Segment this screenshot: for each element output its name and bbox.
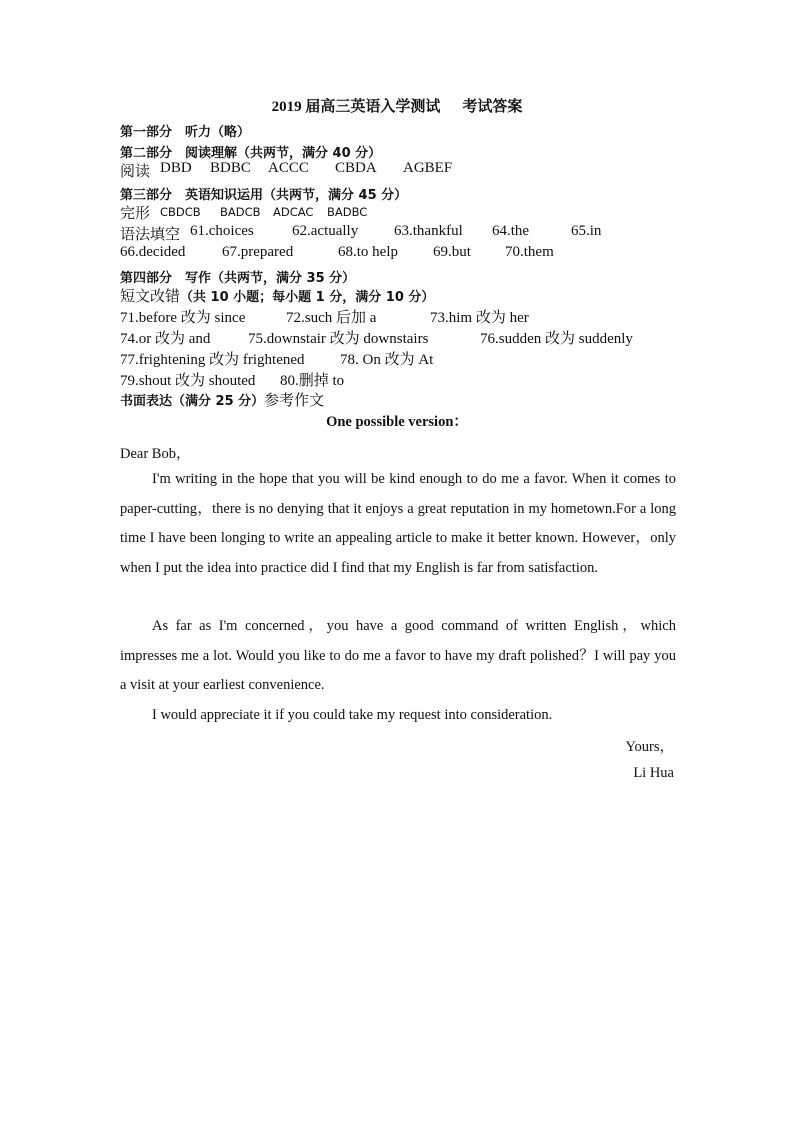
grammar-answers-row2 (120, 244, 554, 261)
letter-closing: Yours， (625, 739, 674, 755)
grammar-item: 67.prepared (222, 244, 294, 260)
correction-item: 75.downstair 改为 downstairs (248, 331, 429, 347)
correction-row4 (120, 369, 345, 390)
reading-group: CBDA (335, 160, 377, 176)
correction-item: 71.before 改为 since (120, 310, 246, 326)
grammar-label: 语法填空 (120, 227, 181, 243)
section-part1-heading: 第一部分 听力（略） (120, 125, 251, 140)
cloze-label: 完形 (120, 206, 151, 222)
page-title (0, 95, 794, 116)
reading-group: AGBEF (403, 160, 453, 176)
correction-item: 80.删掉 to (280, 373, 345, 389)
letter-paragraph-2: As far as I'm concerned，you have a good command of written English，which impresses me a lot. Would you like to do me a favor to have my draft polished？I will pay you a visit at your earliest convenience. (120, 618, 676, 693)
grammar-item: 62.actually (292, 223, 359, 239)
cloze-answers (120, 202, 368, 223)
version-label: One possible version： (326, 414, 468, 430)
correction-row3 (120, 348, 434, 369)
grammar-item: 61.choices (190, 223, 254, 239)
grammar-item: 65.in (571, 223, 602, 239)
grammar-item: 63.thankful (394, 223, 463, 239)
cloze-group: ADCAC (273, 205, 314, 219)
correction-item: 76.sudden 改为 suddenly (480, 331, 633, 347)
correction-row1 (120, 306, 529, 327)
cloze-group: BADBC (327, 205, 368, 219)
reading-group: ACCC (268, 160, 309, 176)
grammar-item: 70.them (505, 244, 554, 260)
letter-greeting: Dear Bob， (120, 446, 191, 462)
writing-heading (120, 389, 324, 410)
correction-row2 (120, 327, 633, 348)
letter-paragraph-1: I'm writing in the hope that you will be kind enough to do me a favor. When it comes to paper-cutting，there is no denying that it enjoys a great reputation in my hometown.For a long time I have been longing to write an appealing article to make it better known. However，only when I put the idea into practice did I find that my English is far from satisfaction. (120, 471, 676, 576)
reading-group: DBD (160, 160, 192, 176)
letter-paragraph-3: I would appreciate it if you could take my request into consideration. (152, 707, 553, 723)
correction-item: 78. On 改为 At (340, 352, 434, 368)
grammar-item: 69.but (433, 244, 471, 260)
correction-item: 79.shout 改为 shouted (120, 373, 256, 389)
grammar-item: 68.to help (338, 244, 398, 260)
correction-label: 短文改错 (120, 289, 181, 305)
grammar-item: 64.the (492, 223, 530, 239)
correction-item: 73.him 改为 her (430, 310, 529, 326)
reading-label: 阅读 (120, 164, 151, 180)
section-part3-heading: 第三部分 英语知识运用（共两节，满分 45 分） (120, 188, 408, 203)
writing-label: 书面表达（满分 25 分） (120, 394, 265, 409)
grammar-item: 66.decided (120, 244, 186, 260)
cloze-group: BADCB (220, 205, 261, 219)
reading-group: BDBC (210, 160, 251, 176)
section-part2-heading: 第二部分 阅读理解（共两节，满分 40 分） (120, 146, 382, 161)
correction-item: 77.frightening 改为 frightened (120, 352, 305, 368)
correction-note: （共 10 小题；每小题 1 分，满分 10 分） (180, 290, 435, 305)
grammar-answers-row1 (120, 223, 602, 244)
correction-item: 72.such 后加 a (286, 310, 377, 326)
letter-signature: Li Hua (633, 765, 674, 781)
correction-heading (120, 285, 434, 306)
writing-suffix: 参考作文 (264, 393, 325, 409)
title-main: 2019 届高三英语入学测试 (271, 99, 441, 115)
section-part4-heading: 第四部分 写作（共两节，满分 35 分） (120, 271, 356, 286)
title-sub: 考试答案 (462, 99, 523, 115)
correction-item: 74.or 改为 and (120, 331, 211, 347)
cloze-group: CBDCB (160, 205, 201, 219)
reading-answers (120, 160, 453, 181)
